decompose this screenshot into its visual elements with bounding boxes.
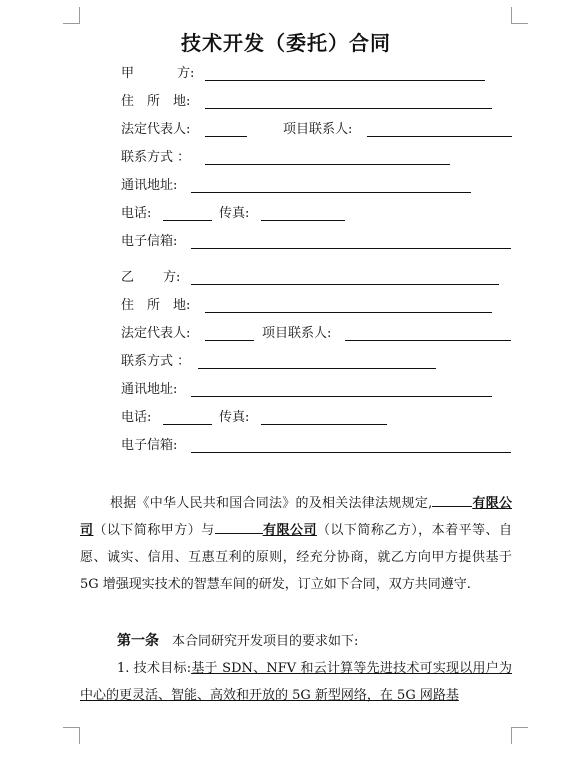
party-a-name-blank[interactable] <box>205 80 485 81</box>
party-b-rep-row <box>121 324 521 344</box>
preamble-paragraph <box>80 490 512 598</box>
party-b-legal-rep-blank[interactable] <box>205 340 254 341</box>
party-b-phone-label: 电话: <box>121 410 152 425</box>
item-1-technical-goal <box>80 655 512 709</box>
party-b-name-blank[interactable] <box>191 284 499 285</box>
article-1-text: 本合同研究开发项目的要求如下: <box>172 634 359 649</box>
party-a-email-row <box>121 232 521 252</box>
party-b-phone-blank[interactable] <box>163 424 212 425</box>
party-a-address-row <box>121 92 521 112</box>
party-a-email-label: 电子信箱: <box>121 234 178 249</box>
party-a-rep-row <box>121 120 521 140</box>
article-1-heading: 第一条 <box>117 633 159 649</box>
party-b-label-suffix: 方: <box>163 270 181 285</box>
party-a-name-end-1: 有 <box>472 496 486 511</box>
preamble-text-4: （以下简称乙方），本着平等、自愿、诚实、信用、互惠互利的原则，经充分协商，就乙方向甲方提供基于 5G 增强现实技术的智慧车间的研发，订立如下合同，双方共同遵守. <box>80 523 512 592</box>
preamble-text-3: （以下简称甲方）与 <box>93 523 215 538</box>
party-a-project-contact-blank[interactable] <box>367 136 512 137</box>
party-b-name-inline-blank[interactable] <box>215 519 263 534</box>
party-b-label: 乙 <box>121 270 135 285</box>
party-b-email-blank[interactable] <box>191 452 511 453</box>
party-b-email-label: 电子信箱: <box>121 438 178 453</box>
party-b-address-row <box>121 296 521 316</box>
party-a-mailing-address-label: 通讯地址: <box>121 178 178 193</box>
party-b-name-end: 有限公司 <box>262 523 317 538</box>
party-a-mail-row <box>121 176 521 196</box>
party-a-mailing-address-blank[interactable] <box>191 192 471 193</box>
party-a-phone-blank[interactable] <box>163 220 212 221</box>
party-b-mailing-address-label: 通讯地址: <box>121 382 178 397</box>
page-corner-mark-top-left <box>63 7 80 24</box>
party-b-fax-blank[interactable] <box>261 424 387 425</box>
party-a-project-contact-label: 项目联系人: <box>283 122 353 137</box>
party-b-fax-label: 传真: <box>219 410 250 425</box>
contract-title: 技术开发（委托）合同 <box>181 31 391 55</box>
party-b-project-contact-blank[interactable] <box>345 340 511 341</box>
item-1-text: 基于 SDN、NFV 和云计算等先进技术可实现以用户为中心的更灵活、智能、高效和开放的 5G 新型网络，在 5G 网路基 <box>80 661 512 703</box>
party-b-contact-method-blank[interactable] <box>198 368 436 369</box>
party-b-address-label: 住 所 地: <box>121 298 191 313</box>
party-a-email-blank[interactable] <box>191 248 511 249</box>
party-b-email-row <box>121 436 521 456</box>
party-b-address-blank[interactable] <box>205 312 492 313</box>
party-a-address-label: 住 所 地: <box>121 94 191 109</box>
page-corner-mark-bottom-left <box>63 727 80 744</box>
party-a-name-end-2: 限公司 <box>80 496 512 538</box>
page-corner-mark-top-right <box>511 7 528 24</box>
article-1 <box>80 628 512 655</box>
party-a-fax-blank[interactable] <box>261 220 345 221</box>
party-b-contact-row <box>121 352 521 372</box>
party-a-contact-method-label: 联系方式 ： <box>121 150 191 165</box>
party-a-row <box>121 64 521 84</box>
party-a-fax-label: 传真: <box>219 206 250 221</box>
item-1-label: 1. 技术目标: <box>117 661 192 676</box>
preamble-text-1: 根据《中华人民共和国合同法》的及相关法律法规规定, <box>110 496 433 511</box>
party-b-legal-rep-label: 法定代表人: <box>121 326 191 341</box>
party-b-phone-row <box>121 408 521 428</box>
party-a-legal-rep-label: 法定代表人: <box>121 122 191 137</box>
party-a-contact-method-blank[interactable] <box>205 164 450 165</box>
party-a-contact-row <box>121 148 521 168</box>
party-b-project-contact-label: 项目联系人: <box>262 326 332 341</box>
party-a-phone-row <box>121 204 521 224</box>
page-corner-mark-bottom-right <box>511 727 528 744</box>
party-a-address-blank[interactable] <box>205 108 492 109</box>
party-a-label-suffix: 方: <box>177 66 195 81</box>
party-a-name-inline-blank[interactable] <box>432 492 472 507</box>
party-b-mailing-address-blank[interactable] <box>191 396 492 397</box>
party-a-legal-rep-blank[interactable] <box>205 136 247 137</box>
party-a-label: 甲 <box>121 66 135 81</box>
party-a-phone-label: 电话: <box>121 206 152 221</box>
party-b-mail-row <box>121 380 521 400</box>
party-b-contact-method-label: 联系方式 ： <box>121 354 191 369</box>
party-b-row <box>121 268 521 288</box>
